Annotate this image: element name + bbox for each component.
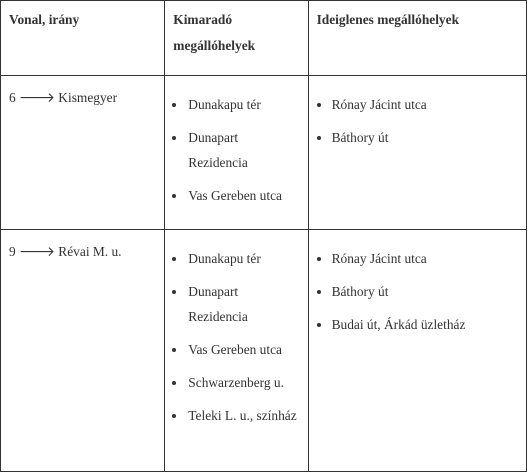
list-item: Dunakapu tér <box>165 246 307 271</box>
line-cell: 6 🡒 Kismegyer <box>1 76 165 230</box>
list-item: Dunapart Rezidencia <box>165 279 307 329</box>
list-item: Teleki L. u., színház <box>165 403 307 428</box>
table-row <box>1 230 527 472</box>
list-item: Vas Gereben utca <box>165 337 307 362</box>
list-item: Dunapart Rezidencia <box>165 125 307 175</box>
header-line-direction: Vonal, irány <box>1 1 165 76</box>
header-skipped-stops: Kimaradó megállóhelyek <box>165 1 308 76</box>
temporary-stops-cell <box>308 76 526 230</box>
header-row <box>1 1 527 76</box>
line-cell: 9 🡒 Révai M. u. <box>1 230 165 472</box>
list-item: Báthory út <box>309 125 526 150</box>
list-item: Budai út, Árkád üzletház <box>309 312 526 337</box>
skipped-stops-cell <box>165 76 308 230</box>
skipped-stops-cell <box>165 230 308 472</box>
list-item: Vas Gereben utca <box>165 183 307 208</box>
header-temporary-stops: Ideiglenes megállóhelyek <box>308 1 526 76</box>
table-row <box>1 76 527 230</box>
list-item: Rónay Jácint utca <box>309 246 526 271</box>
list-item: Dunakapu tér <box>165 92 307 117</box>
list-item: Báthory út <box>309 279 526 304</box>
temporary-stops-cell <box>308 230 526 472</box>
list-item: Rónay Jácint utca <box>309 92 526 117</box>
list-item: Schwarzenberg u. <box>165 370 307 395</box>
